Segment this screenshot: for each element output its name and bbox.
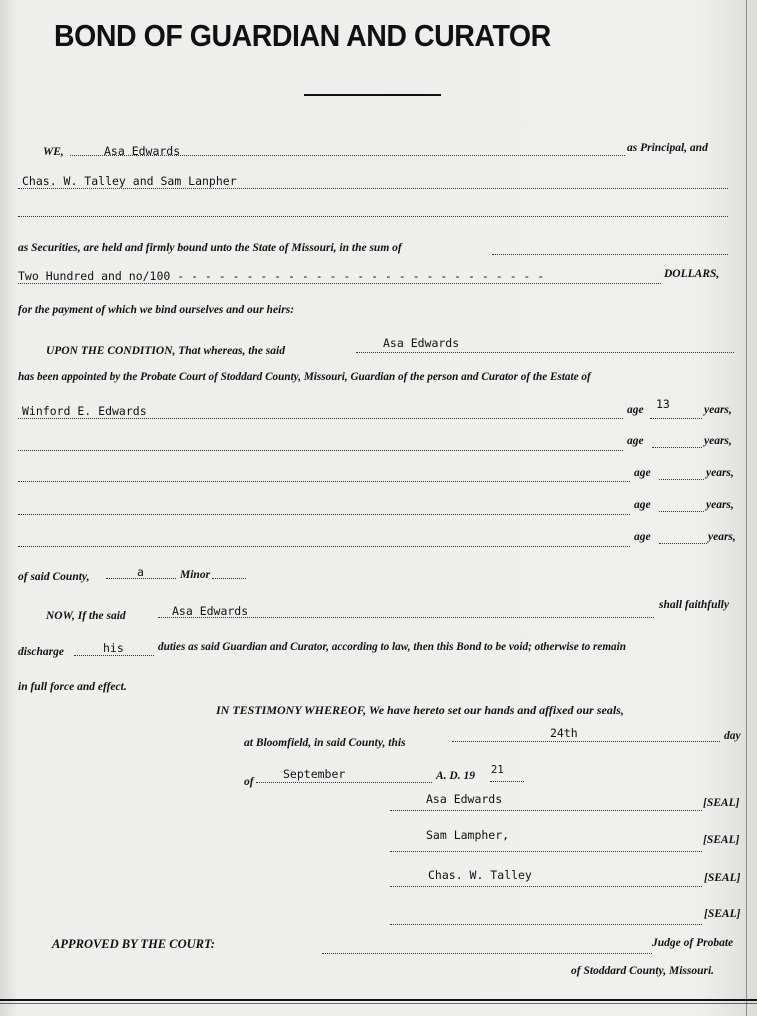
years-label-3: years, xyxy=(706,467,734,479)
month-line xyxy=(256,782,432,783)
we-label: WE, xyxy=(43,146,64,158)
now-suffix: shall faithfully xyxy=(659,599,729,611)
condition-name: Asa Edwards xyxy=(383,336,460,350)
condition-line xyxy=(356,352,734,353)
minor-line-5 xyxy=(18,546,630,547)
years-label-1: years, xyxy=(704,404,732,416)
age-line-5 xyxy=(659,543,707,544)
age-label-3: age xyxy=(634,467,651,479)
seal-2: [SEAL] xyxy=(703,834,740,846)
bottom-rule-2 xyxy=(0,1003,757,1004)
minor-age-1: 13 xyxy=(656,397,670,411)
minor-name-1: Winford E. Edwards xyxy=(22,404,147,418)
condition-label: UPON THE CONDITION, That whereas, the said xyxy=(46,345,285,357)
county-value: a xyxy=(137,565,144,579)
now-name: Asa Edwards xyxy=(172,604,249,618)
minor-line-4 xyxy=(18,514,630,515)
at-prefix: at Bloomfield, in said County, this xyxy=(244,737,406,749)
age-line-1 xyxy=(650,418,702,419)
principal-line xyxy=(70,155,625,156)
signature-name-1: Asa Edwards xyxy=(426,792,503,806)
seal-3: [SEAL] xyxy=(704,872,741,884)
signature-name-3: Chas. W. Talley xyxy=(428,868,532,882)
amount-line xyxy=(18,283,661,284)
securities-line xyxy=(18,188,728,189)
year-value: 21 xyxy=(491,764,504,776)
year-line xyxy=(490,781,524,782)
ad-label: A. D. 19 xyxy=(436,770,475,782)
minor-line-2 xyxy=(18,450,623,451)
day-label: day xyxy=(724,730,741,742)
bottom-rule xyxy=(0,999,757,1001)
at-day-value: 24th xyxy=(550,726,578,740)
appointed-text: has been appointed by the Probate Court of Stoddard County, Missouri, Guardian of the person and Curator of the Estate of xyxy=(18,371,591,383)
age-label-2: age xyxy=(627,435,644,447)
signature-line-4 xyxy=(390,924,702,925)
judge-line xyxy=(322,953,652,954)
securities-line-2 xyxy=(18,216,728,217)
day-line xyxy=(452,741,720,742)
seal-1: [SEAL] xyxy=(703,797,740,809)
judge-label: Judge of Probate xyxy=(652,937,734,949)
minor-line-end xyxy=(212,578,246,579)
approved-label: APPROVED BY THE COURT: xyxy=(52,937,215,951)
age-line-2 xyxy=(652,447,702,448)
minor-line-3 xyxy=(18,481,630,482)
full-force-text: in full force and effect. xyxy=(18,681,127,693)
age-label-5: age xyxy=(634,531,651,543)
signature-line-1 xyxy=(390,810,702,811)
now-label: NOW, If the said xyxy=(46,610,126,622)
amount-text: Two Hundred and no/100 - - - - - - - - - - - - - - - - - - - - - - - - - - - xyxy=(18,269,545,283)
testimony-text: IN TESTIMONY WHEREOF, We have hereto set our hands and affixed our seals, xyxy=(216,703,624,717)
principal-suffix: as Principal, and xyxy=(627,142,708,154)
minor-line-1 xyxy=(18,418,623,419)
signature-line-3 xyxy=(390,886,702,887)
signature-line-2 xyxy=(390,851,702,852)
county-prefix: of said County, xyxy=(18,571,90,583)
years-label-4: years, xyxy=(706,499,734,511)
discharge-label: discharge xyxy=(18,646,64,658)
securities-names: Chas. W. Talley and Sam Lanpher xyxy=(22,174,237,188)
payment-text: for the payment of which we bind ourselves and our heirs: xyxy=(18,304,295,316)
minor-label: Minor xyxy=(180,569,211,581)
signature-name-2: Sam Lampher, xyxy=(426,828,510,842)
years-label-2: years, xyxy=(704,435,732,447)
discharge-line xyxy=(74,655,154,656)
right-edge-line xyxy=(746,0,747,1016)
age-label-1: age xyxy=(627,404,644,416)
county-label: of Stoddard County, Missouri. xyxy=(571,965,715,977)
of-prefix: of xyxy=(244,776,254,788)
month-value: September xyxy=(283,767,346,781)
dollars-label: DOLLARS, xyxy=(664,268,720,280)
discharge-text: duties as said Guardian and Curator, according to law, then this Bond to be void; otherwise to remain xyxy=(158,641,626,653)
now-line xyxy=(158,617,654,618)
securities-text: as Securities, are held and firmly bound unto the State of Missouri, in the sum of xyxy=(18,242,402,254)
discharge-pronoun: his xyxy=(103,641,124,655)
age-line-4 xyxy=(659,511,704,512)
years-label-5: years, xyxy=(708,531,736,543)
seal-4: [SEAL] xyxy=(704,908,741,920)
age-line-3 xyxy=(659,479,704,480)
principal-name: Asa Edwards xyxy=(104,144,181,158)
document-title: BOND OF GUARDIAN AND CURATOR xyxy=(54,18,551,53)
title-rule xyxy=(304,94,441,96)
sum-line xyxy=(492,254,728,255)
county-line xyxy=(106,578,176,579)
age-label-4: age xyxy=(634,499,651,511)
